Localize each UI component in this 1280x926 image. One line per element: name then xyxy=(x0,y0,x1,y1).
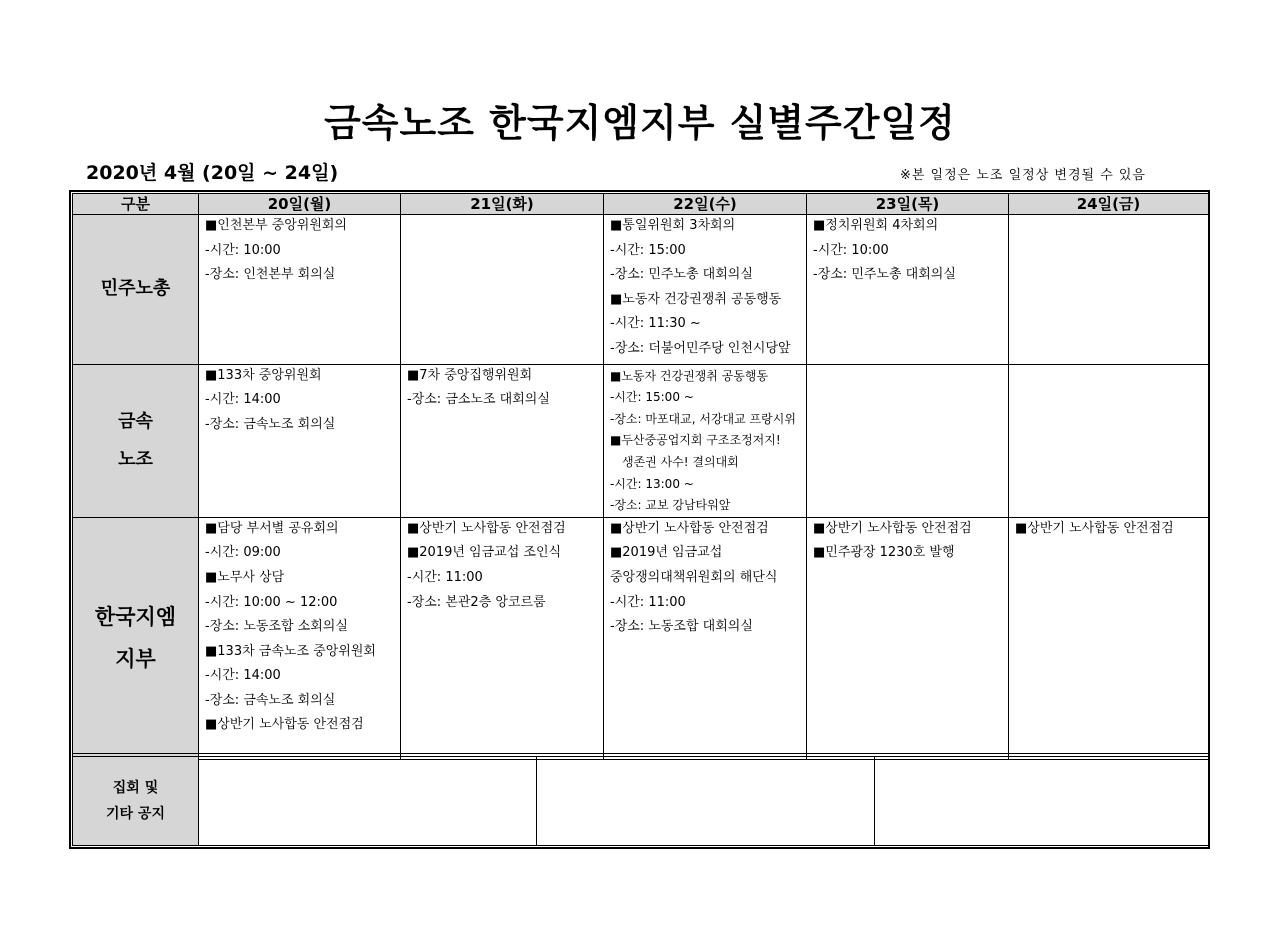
schedule-line: -시간: 15:00 xyxy=(610,242,686,258)
schedule-line: -장소: 마포대교, 서강대교 프랑시위 xyxy=(610,411,796,426)
schedule-line: ■두산중공업지회 구조조정저지! xyxy=(610,433,781,448)
header-day-fri: 24일(금) xyxy=(1009,194,1209,215)
schedule-line: -장소: 금속노조 회의실 xyxy=(205,692,336,708)
page-title: 금속노조 한국지엠지부 실별주간일정 xyxy=(324,101,956,145)
schedule-line: ■담당 부서별 공유회의 xyxy=(205,520,339,536)
notes-cell xyxy=(537,757,875,846)
row-label-gmk-branch xyxy=(73,517,199,759)
header-day-mon: 20일(월) xyxy=(199,194,401,215)
schedule-line: ■7차 중앙집행위원회 xyxy=(407,367,533,383)
header-day-wed: 22일(수) xyxy=(604,194,807,215)
schedule-line: 생존권 사수! 결의대회 xyxy=(622,454,739,469)
schedule-line: -시간: 14:00 xyxy=(205,668,281,684)
notes-cell xyxy=(875,757,1209,846)
schedule-cell xyxy=(1009,517,1209,759)
header-day-tue: 21일(화) xyxy=(401,194,604,215)
schedule-cell xyxy=(807,215,1009,365)
schedule-line: -시간: 11:30 ~ xyxy=(610,316,701,332)
schedule-cell xyxy=(604,215,807,365)
row-label-kctu xyxy=(73,215,199,365)
schedule-cell xyxy=(604,364,807,517)
schedule-line: -장소: 금속노조 회의실 xyxy=(205,416,336,432)
schedule-cell xyxy=(199,364,401,517)
schedule-line: ■노동자 건강권쟁취 공동행동 xyxy=(610,291,782,307)
schedule-line: ■상반기 노사합동 안전점검 xyxy=(1015,520,1174,536)
schedule-cell xyxy=(401,517,604,759)
header-category: 구분 xyxy=(73,194,199,215)
notes-label-line: 기타 공지 xyxy=(106,806,165,822)
schedule-line: -시간: 14:00 xyxy=(205,392,281,408)
schedule-cell xyxy=(199,215,401,365)
header-day-thu: 23일(목) xyxy=(807,194,1009,215)
notes-row xyxy=(73,757,1209,846)
schedule-line: ■상반기 노사합동 안전점검 xyxy=(407,520,566,536)
schedule-line: -장소: 인천본부 회의실 xyxy=(205,267,336,283)
schedule-cell-empty xyxy=(1009,364,1209,517)
row-label-line: 노조 xyxy=(118,448,153,470)
row-label-kmwu xyxy=(73,364,199,517)
schedule-line: ■상반기 노사합동 안전점검 xyxy=(205,717,364,733)
schedule-line: -장소: 본관2층 앙코르룸 xyxy=(407,594,546,610)
schedule-line: -시간: 11:00 xyxy=(407,569,483,585)
schedule-line: -장소: 더불어민주당 인천시당앞 xyxy=(610,340,791,356)
schedule-line: ■2019년 임금교섭 조인식 xyxy=(407,545,562,561)
schedule-line: -시간: 13:00 ~ xyxy=(610,476,694,491)
table-row xyxy=(73,215,1209,365)
change-notice: ※본 일정은 노조 일정상 변경될 수 있음 xyxy=(899,168,1146,183)
schedule-line: -시간: 09:00 xyxy=(205,545,281,561)
schedule-line: ■상반기 노사합동 안전점검 xyxy=(813,520,972,536)
schedule-line: -장소: 노동조합 소회의실 xyxy=(205,619,348,635)
row-label-line: 지부 xyxy=(115,647,156,672)
schedule-line: ■133차 중앙위원회 xyxy=(205,367,322,383)
schedule-line: -장소: 노동조합 대회의실 xyxy=(610,619,753,635)
notes-table xyxy=(72,756,1209,846)
schedule-line: ■노동자 건강권쟁취 공동행동 xyxy=(610,368,769,383)
schedule-line: -시간: 10:00 xyxy=(813,242,889,258)
schedule-line: -시간: 10:00 ~ 12:00 xyxy=(205,594,338,610)
schedule-line: 중앙쟁의대책위원회의 해단식 xyxy=(610,569,778,585)
schedule-line: ■2019년 임금교섭 xyxy=(610,545,723,561)
schedule-cell-empty xyxy=(1009,215,1209,365)
schedule-cell xyxy=(604,517,807,759)
schedule-line: -시간: 15:00 ~ xyxy=(610,390,694,405)
schedule-line: -시간: 10:00 xyxy=(205,242,281,258)
schedule-cell xyxy=(807,517,1009,759)
notes-cell xyxy=(199,757,537,846)
schedule-line: ■민주광장 1230호 발행 xyxy=(813,545,955,561)
table-row xyxy=(73,517,1209,759)
schedule-line: -장소: 금소노조 대회의실 xyxy=(407,392,550,408)
schedule-period: 2020년 4월 (20일 ~ 24일) xyxy=(86,162,339,184)
schedule-cell xyxy=(401,364,604,517)
schedule-line: -장소: 민주노총 대회의실 xyxy=(813,267,956,283)
schedule-cell-empty xyxy=(401,215,604,365)
schedule-line: ■인천본부 중앙위원회의 xyxy=(205,218,347,233)
schedule-line: ■정치위원회 4차회의 xyxy=(813,218,939,233)
row-label-line: 한국지엠 xyxy=(94,605,177,630)
schedule-line: ■통일위원회 3차회의 xyxy=(610,218,736,233)
notes-label-line: 집회 및 xyxy=(112,780,159,796)
schedule-cell xyxy=(199,517,401,759)
header-row xyxy=(73,194,1209,215)
schedule-line: ■상반기 노사합동 안전점검 xyxy=(610,520,769,536)
schedule-line: -장소: 민주노총 대회의실 xyxy=(610,267,753,283)
schedule-cell-empty xyxy=(807,364,1009,517)
schedule-line: ■133차 금속노조 중앙위원회 xyxy=(205,643,376,659)
schedule-line: -장소: 교보 강남타워앞 xyxy=(610,498,731,513)
notes-label xyxy=(73,757,199,846)
table-row xyxy=(73,364,1209,517)
schedule-line: ■노무사 상담 xyxy=(205,569,285,585)
row-label-line: 금속 xyxy=(118,410,153,432)
weekly-schedule-table xyxy=(72,193,1209,760)
schedule-line: -시간: 11:00 xyxy=(610,594,686,610)
notes-separator xyxy=(72,753,1208,754)
row-label-line: 민주노총 xyxy=(100,278,171,300)
